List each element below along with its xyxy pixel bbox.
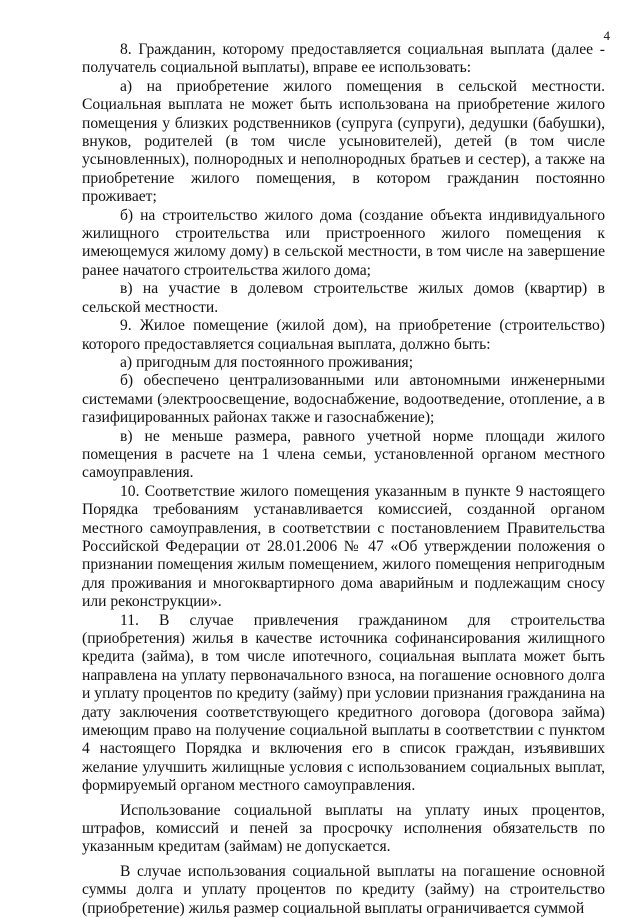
paragraph-9a: а) пригодным для постоянного проживания;: [120, 353, 414, 371]
page-number: 4: [603, 28, 610, 43]
paragraph-8b: б) на строительство жилого дома (создание объекта индивидуального жилищного строительства или пристроенного жилого помещения к имеющемуся жилому дому) в сельской местности, в том числе на завершение ранее начатого строительства жилого дома;: [82, 206, 605, 279]
paragraph-8a: а) на приобретение жилого помещения в сельской местности. Социальная выплата не может быть использована на приобретение жилого помещения у близких родственников (супруга (супруги), дедушки (бабушки), внуков, родителей (в том числе усыновителей), детей (в том числе усыновленных), полнородных и неполнородных братьев и сестер), а также на приобретение жилого помещения, в котором гражданин постоянно проживает;: [82, 77, 605, 206]
paragraph-11-usage: Использование социальной выплаты на уплату иных процентов, штрафов, комиссий и пеней за просрочку исполнения обязательств по указанным кредитам (займам) не допускается.: [82, 801, 605, 856]
paragraph-11: 11. В случае привлечения гражданином для строительства (приобретения) жилья в качестве источника софинансирования жилищного кредита (займа), в том числе ипотечного, социальная выплата может быть направлена на уплату первоначального взноса, на погашение основного долга и уплату процентов по кредиту (займу) при условии признания гражданина на дату заключения соответствующего кредитного договора (договора займа) имеющим право на получение социальной выплаты в соответствии с пунктом 4 настоящего Порядка и включения его в список граждан, изъявивших желание улучшить жилищные условия с использованием социальных выплат, формируемый органом местного самоуправления.: [82, 611, 605, 795]
paragraph-10: 10. Соответствие жилого помещения указанным в пункте 9 настоящего Порядка требованиям устанавливается комиссией, созданной органом местного самоуправления, в соответствии с постановлением Правительства Российской Федерации от 28.01.2006 № 47 «Об утверждении положения о признании помещения жилым помещением, жилого помещения непригодным для проживания и многоквартирного дома аварийным и подлежащим сносу или реконструкции».: [82, 482, 605, 611]
paragraph-8c: в) на участие в долевом строительстве жилых домов (квартир) в сельской местности.: [82, 280, 605, 316]
paragraph-11-limit: В случае использования социальной выплаты на погашение основной суммы долга и уплату процентов по кредиту (займу) на строительство (приобретение) жилья размер социальной выплаты ограничивается суммой: [82, 862, 605, 917]
paragraph-9b: б) обеспечено централизованными или автономными инженерными системами (электроосвещение, водоснабжение, водоотведение, отопление, а в газифицированных районах также и газоснабжение);: [82, 372, 605, 427]
paragraph-8-intro: 8. Гражданин, которому предоставляется социальная выплата (далее - получатель социальной выплаты), вправе ее использовать:: [82, 41, 605, 77]
paragraph-9-intro: 9. Жилое помещение (жилой дом), на приобретение (строительство) которого предоставляется социальная выплата, должно быть:: [82, 317, 605, 353]
paragraph-9c: в) не меньше размера, равного учетной норме площади жилого помещения в расчете на 1 члена семьи, установленной органом местного самоуправления.: [82, 427, 605, 482]
document-body: [82, 41, 605, 918]
